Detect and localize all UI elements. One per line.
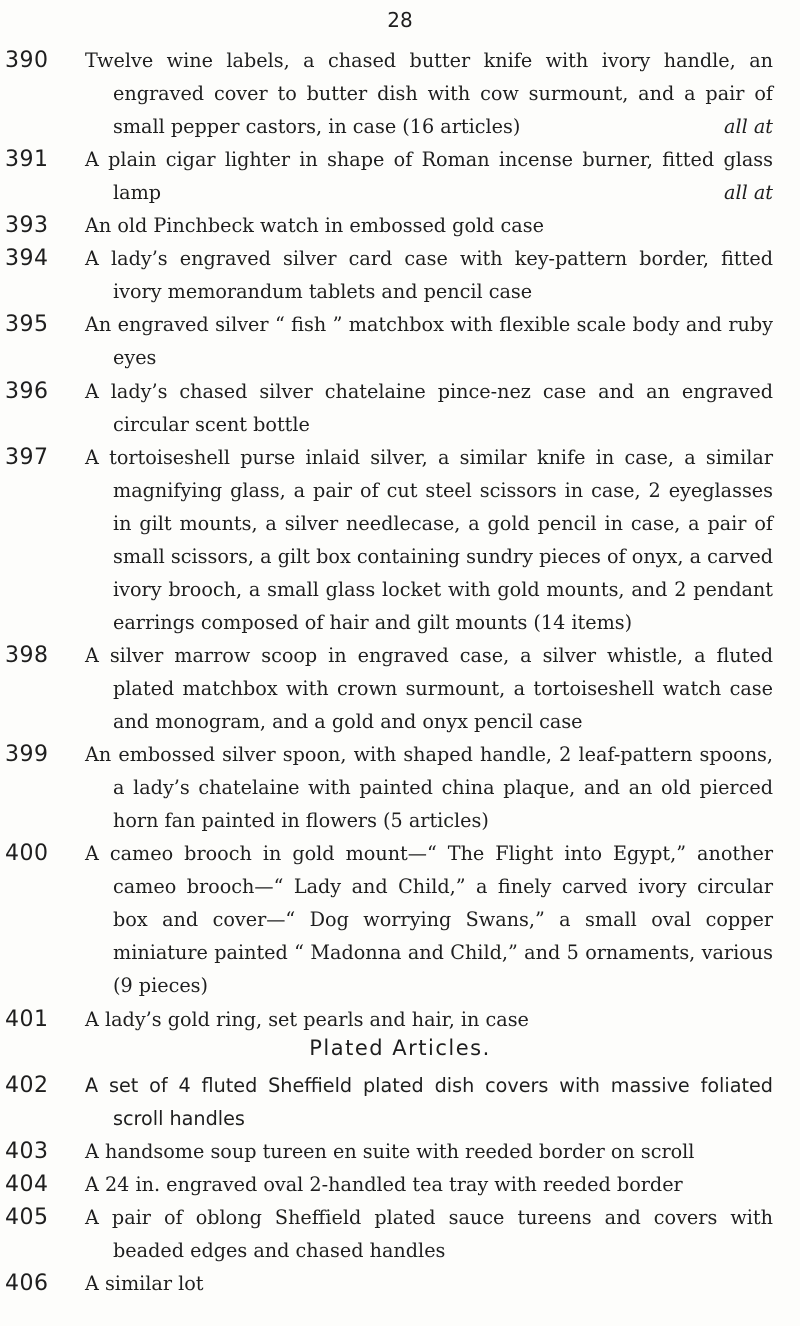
lot-399 <box>0 738 800 841</box>
lot-number: 399 <box>5 742 49 768</box>
lot-396 <box>0 375 800 444</box>
lot-description: A lady’s chased silver chatelaine pince-nez case and an engraved circular scent bottle <box>85 379 773 436</box>
lot-number: 402 <box>5 1072 49 1098</box>
lot-390 <box>0 44 800 147</box>
lot-number: 396 <box>5 378 49 404</box>
lot-description: A handsome soup tureen en suite with reeded border on scroll <box>85 1139 695 1163</box>
lot-number: 391 <box>5 147 49 173</box>
lot-398 <box>0 639 800 742</box>
lot-tail: all at <box>724 181 773 205</box>
lot-394 <box>0 242 800 311</box>
lot-number: 394 <box>5 246 49 272</box>
lot-number: 397 <box>5 444 49 470</box>
lot-description: An embossed silver spoon, with shaped handle, 2 leaf-pattern spoons, a lady’s chatelaine with painted china plaque, and an old pierced horn fan painted in flowers (5 articles) <box>85 743 773 833</box>
lot-description: A cameo brooch in gold mount—“ The Flight into Egypt,” another cameo brooch—“ Lady and Child,” a finely carved ivory circular box and cover—“ Dog worrying Swans,” a small oval copper miniature painted “ Madonna and Child,” and 5 ornaments, various (9 pieces) <box>85 842 773 998</box>
lot-404 <box>0 1168 800 1202</box>
lot-description: A similar lot <box>85 1271 204 1295</box>
lot-400 <box>0 837 800 1008</box>
lot-395 <box>0 308 800 377</box>
lot-number: 406 <box>5 1270 49 1296</box>
lot-number: 393 <box>5 213 49 239</box>
lot-description: A lady’s engraved silver card case with key-pattern border, fitted ivory memorandum tablets and pencil case <box>85 247 773 304</box>
lot-tail: all at <box>724 115 773 139</box>
lot-description-text: Twelve wine labels, a chased butter knife with ivory handle, an engraved cover to butter dish with cow surmount, and a pair of small pepper castors, in case (16 articles) <box>85 49 773 139</box>
lot-description: A set of 4 fluted Sheffield plated dish covers with massive foliated scroll handles <box>85 1073 773 1130</box>
lot-number: 401 <box>5 1006 49 1032</box>
lot-description: A tortoiseshell purse inlaid silver, a similar knife in case, a similar magnifying glass, a pair of cut steel scissors in case, 2 eyeglasses in gilt mounts, a silver needlecase, a gold pencil in case, a pair of small scissors, a gilt box containing sundry pieces of onyx, a carved ivory brooch, a small glass locket with gold mounts, and 2 pendant earrings composed of hair and gilt mounts (14 items) <box>85 445 773 634</box>
lot-description: An engraved silver “ fish ” matchbox with flexible scale body and ruby eyes <box>85 313 773 370</box>
lot-description: A silver marrow scoop in engraved case, a silver whistle, a fluted plated matchbox with crown surmount, a tortoiseshell watch case and monogram, and a gold and onyx pencil case <box>85 643 773 734</box>
lot-number: 405 <box>5 1204 49 1230</box>
lot-description <box>85 44 773 143</box>
lot-number: 404 <box>5 1171 49 1197</box>
lot-403 <box>0 1135 800 1169</box>
lot-391 <box>0 143 800 212</box>
lot-402 <box>0 1069 800 1138</box>
lot-number: 390 <box>5 48 49 73</box>
lot-description: A pair of oblong Sheffield plated sauce tureens and covers with beaded edges and chased handles <box>85 1205 773 1262</box>
lot-description: An old Pinchbeck watch in embossed gold case <box>85 214 544 238</box>
lot-number: 403 <box>5 1138 49 1164</box>
lot-description: A lady’s gold ring, set pearls and hair, in case <box>85 1007 529 1031</box>
lot-397 <box>0 441 800 647</box>
lot-number: 400 <box>5 841 49 867</box>
page-number: 28 <box>387 8 413 32</box>
lot-description <box>85 143 773 209</box>
lot-number: 395 <box>5 312 49 338</box>
lot-401 <box>0 1003 800 1037</box>
section-heading: Plated Articles. <box>309 1035 491 1060</box>
lot-description-text: A plain cigar lighter in shape of Roman incense burner, fitted glass lamp <box>85 148 773 205</box>
lot-393 <box>0 209 800 243</box>
lot-number: 398 <box>5 642 49 668</box>
lot-description: A 24 in. engraved oval 2-handled tea tray with reeded border <box>85 1172 683 1196</box>
